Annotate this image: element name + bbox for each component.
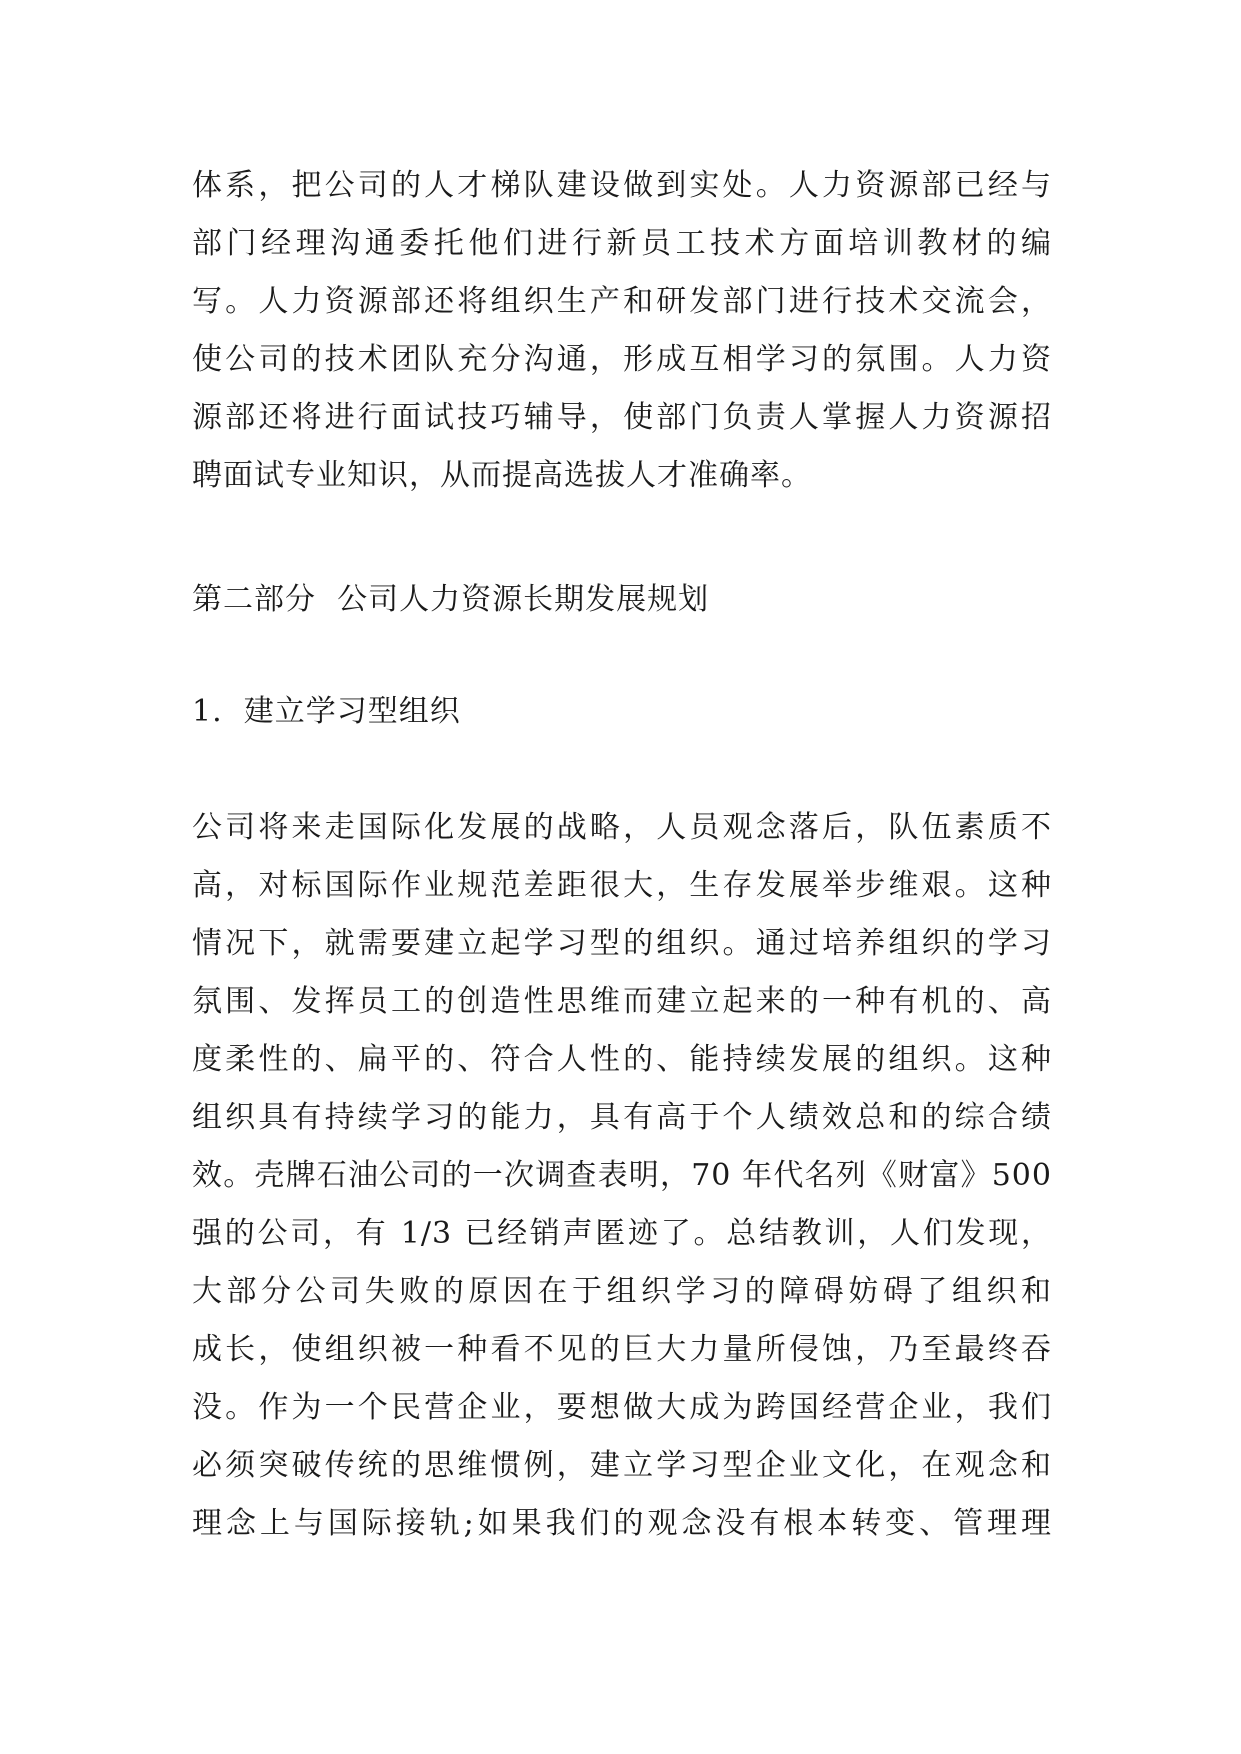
paragraph-line: 理念上与国际接轨;如果我们的观念没有根本转变、管理理: [192, 1506, 1052, 1541]
item-heading: [192, 683, 1052, 741]
paragraph-line: 成长，使组织被一种看不见的巨大力量所侵蚀，乃至最终吞: [192, 1332, 1052, 1367]
paragraph-line: 使公司的技术团队充分沟通，形成互相学习的氛围。人力资: [192, 342, 1052, 377]
paragraph-talent-training: [192, 157, 1052, 505]
item-heading-text: 1. 建立学习型组织: [192, 694, 461, 729]
paragraph-line: 体系，把公司的人才梯队建设做到实处。人力资源部已经与: [192, 168, 1052, 203]
paragraph-line: 高，对标国际作业规范差距很大，生存发展举步维艰。这种: [192, 868, 1052, 903]
paragraph-line: 写。人力资源部还将组织生产和研发部门进行技术交流会，: [192, 284, 1052, 319]
paragraph-line: 必须突破传统的思维惯例，建立学习型企业文化，在观念和: [192, 1448, 1052, 1483]
paragraph-line: 大部分公司失败的原因在于组织学习的障碍妨碍了组织和: [192, 1274, 1052, 1309]
paragraph-line: 组织具有持续学习的能力，具有高于个人绩效总和的综合绩: [192, 1100, 1052, 1135]
paragraph-line: 强的公司，有 1/3 已经销声匿迹了。总结教训，人们发现，: [192, 1216, 1052, 1251]
paragraph-line: 情况下，就需要建立起学习型的组织。通过培养组织的学习: [192, 926, 1052, 961]
paragraph-line: 度柔性的、扁平的、符合人性的、能持续发展的组织。这种: [192, 1042, 1052, 1077]
section-heading: [192, 571, 1052, 629]
section-heading-text: 第二部分 公司人力资源长期发展规划: [192, 582, 710, 617]
paragraph-line: 聘面试专业知识，从而提高选拔人才准确率。: [192, 458, 812, 493]
paragraph-line: 公司将来走国际化发展的战略，人员观念落后，队伍素质不: [192, 810, 1052, 845]
paragraph-line: 源部还将进行面试技巧辅导，使部门负责人掌握人力资源招: [192, 400, 1052, 435]
paragraph-line: 没。作为一个民营企业，要想做大成为跨国经营企业，我们: [192, 1390, 1052, 1425]
paragraph-line: 部门经理沟通委托他们进行新员工技术方面培训教材的编: [192, 226, 1052, 261]
paragraph-line: 效。壳牌石油公司的一次调查表明，70 年代名列《财富》500: [192, 1158, 1052, 1193]
paragraph-line: 氛围、发挥员工的创造性思维而建立起来的一种有机的、高: [192, 984, 1052, 1019]
paragraph-learning-organization: [192, 799, 1052, 1553]
